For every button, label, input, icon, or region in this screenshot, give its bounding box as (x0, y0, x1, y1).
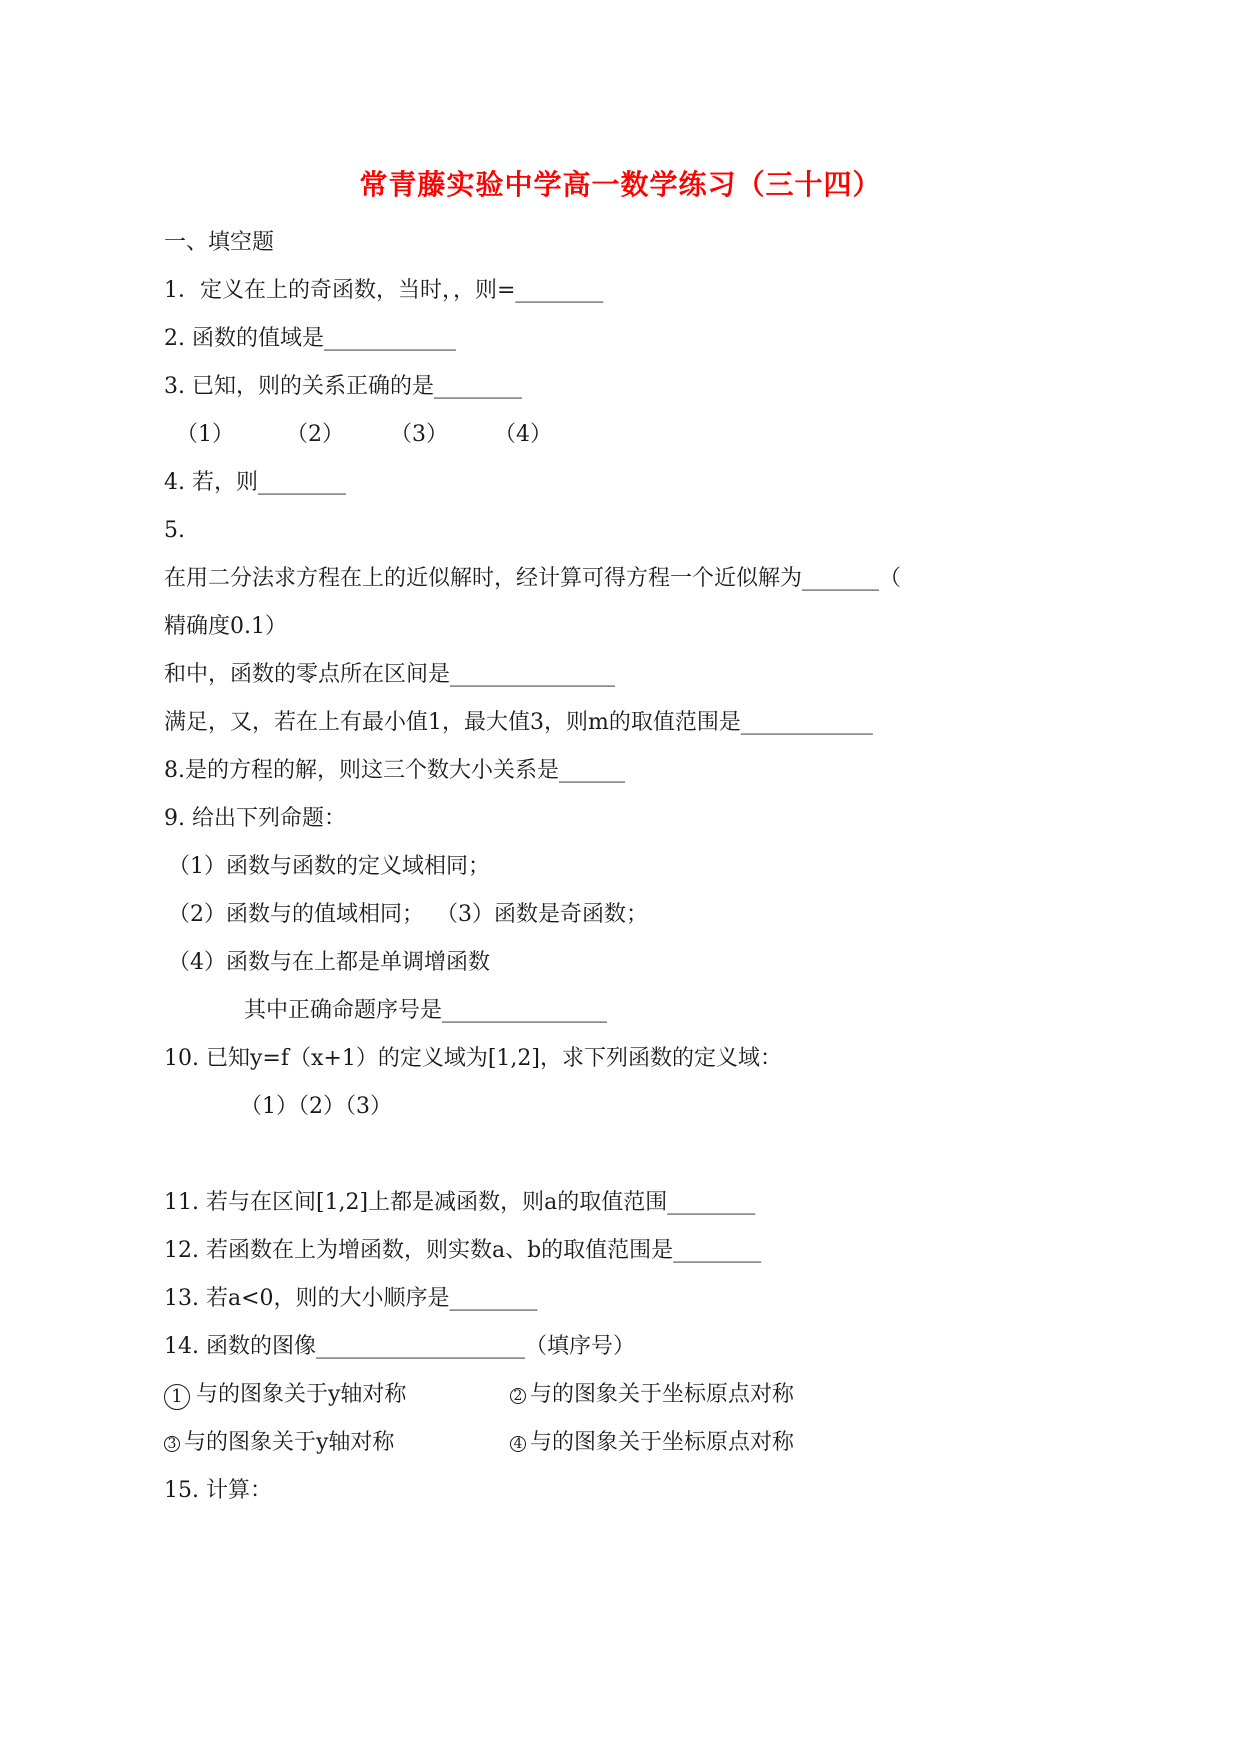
question-13: 13. 若a<0，则的大小顺序是________ (164, 1286, 538, 1311)
question-14-option-3: 3 与的图象关于y轴对称 (164, 1428, 510, 1458)
question-5-text: 在用二分法求方程在上的近似解时，经计算可得方程一个近似解为_______（ (164, 566, 902, 591)
option-4: （4） (494, 422, 552, 447)
question-9-item-1: （1）函数与函数的定义域相同； (168, 854, 490, 879)
question-11: 11. 若与在区间[1,2]上都是减函数，则a的取值范围________ (164, 1190, 756, 1215)
page-title: 常青藤实验中学高一数学练习（三十四） (359, 168, 882, 201)
question-9-item-3: （3）函数是奇函数； (436, 902, 648, 927)
question-7: 满足，又，若在上有最小值1，最大值3，则m的取值范围是____________ (164, 710, 873, 735)
question-14-options-row-1 (164, 1380, 794, 1410)
question-6: 和中，函数的零点所在区间是_______________ (164, 662, 616, 687)
circled-number-1: 1 (164, 1384, 190, 1410)
section-heading: 一、填空题 (164, 230, 275, 255)
circled-number-2: 2 (510, 1388, 526, 1404)
question-4: 4. 若，则________ (164, 470, 346, 495)
question-3: 3. 已知，则的关系正确的是________ (164, 374, 522, 399)
question-14-option-2: 2 与的图象关于坐标原点对称 (510, 1380, 794, 1410)
option-2: （2） (286, 422, 344, 447)
question-8: 8.是的方程的解，则这三个数大小关系是______ (164, 758, 625, 783)
question-14-option-1: 1 与的图象关于y轴对称 (164, 1380, 510, 1410)
question-9-item-4: （4）函数与在上都是单调增函数 (168, 950, 490, 975)
question-9-items-2-3 (168, 900, 648, 930)
question-10-options: （1）（2）（3） (240, 1094, 392, 1119)
question-15: 15. 计算： (164, 1478, 272, 1503)
question-5-number: 5. (164, 518, 185, 543)
question-14: 14. 函数的图像___________________（填序号） (164, 1334, 635, 1359)
circled-number-3: 3 (164, 1436, 180, 1452)
question-14-options-row-2 (164, 1428, 794, 1458)
question-10: 10. 已知y=f（x+1）的定义域为[1,2]，求下列函数的定义域： (164, 1046, 782, 1071)
question-12: 12. 若函数在上为增函数，则实数a、b的取值范围是________ (164, 1238, 762, 1263)
question-9-answer: 其中正确命题序号是_______________ (244, 998, 608, 1023)
question-14-option-4: 4 与的图象关于坐标原点对称 (510, 1428, 794, 1458)
question-9: 9. 给出下列命题： (164, 806, 346, 831)
question-2: 2. 函数的值域是____________ (164, 326, 456, 351)
question-9-item-2: （2）函数与的值域相同； (168, 902, 424, 927)
option-3: （3） (390, 422, 448, 447)
question-5-continuation: 精确度0.1） (164, 614, 287, 639)
circled-number-4: 4 (510, 1436, 526, 1452)
question-1: 1．定义在上的奇函数，当时，，则=________ (164, 278, 604, 303)
option-1: （1） (176, 422, 234, 447)
question-3-options (176, 420, 552, 450)
